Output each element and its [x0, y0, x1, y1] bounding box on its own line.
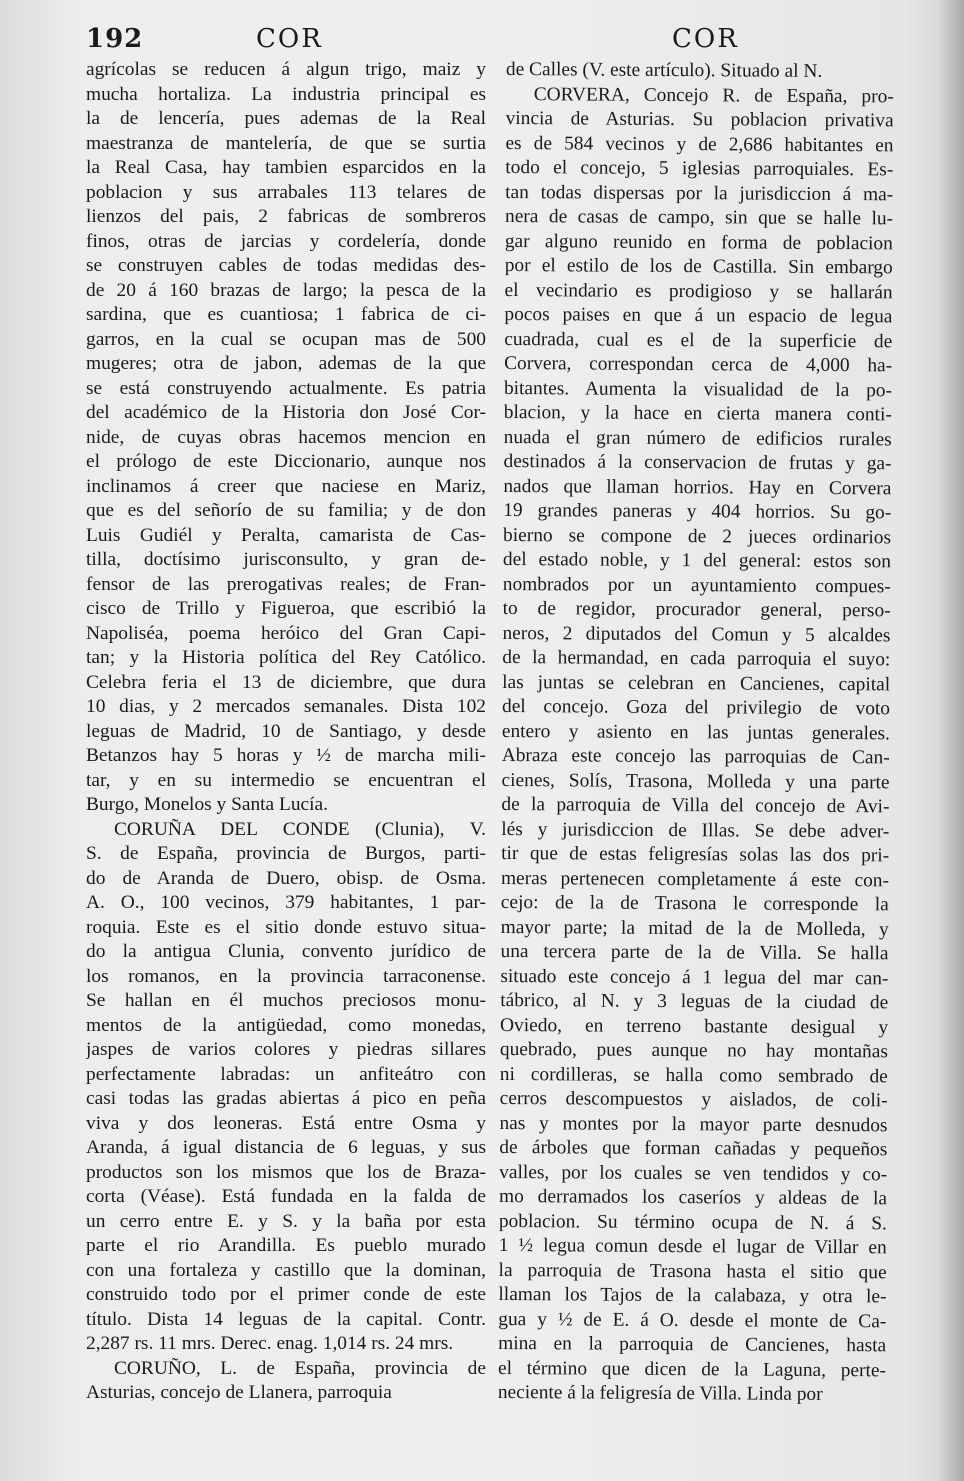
text-line: la de lencería, pues ademas de la Real — [86, 108, 486, 129]
text-line: de la hermandad, en cada parroquia el suyo: — [502, 646, 891, 671]
text-line: mo derramados los caseríos y aldeas de la — [498, 1185, 888, 1210]
text-line: la parroquia de Trasona hasta el sitio que — [498, 1259, 887, 1283]
left-column — [86, 58, 486, 1406]
text-line: con una fortaleza y castillo que la dominan, — [86, 1259, 486, 1281]
text-line: mentos de la antigüedad, como monedas, — [86, 1014, 486, 1036]
text-line: cejo: de la de Trasona le corresponde la — [500, 891, 889, 916]
text-line: Oviedo, en terreno bastante desigual y — [500, 1014, 889, 1038]
text-line: nados que llaman horrios. Hay en Corvera — [503, 475, 892, 499]
text-line: la Real Casa, hay tambien esparcidos en la — [86, 157, 486, 178]
text-line: que es del señorío de su familia; y de don — [86, 500, 486, 521]
text-line: finos, otras de jarcias y cordelería, donde — [86, 230, 486, 252]
text-line: neros, 2 diputados del Comun y 5 alcaldes — [502, 622, 891, 646]
text-line: quebrado, pues aunque no hay montañas — [499, 1038, 889, 1063]
text-line: corta (Véase). Está fundada en la falda de — [86, 1186, 486, 1207]
text-line: de Calles (V. este artículo). Situado al N. — [505, 58, 823, 82]
text-line: garros, en la cual se ocupan mas de 500 — [86, 328, 486, 350]
text-line: tir que de estas feligresías solas las dos pri- — [501, 842, 890, 867]
text-line: Corvera, correspondan cerca de 4,000 ha- — [504, 352, 893, 377]
text-line: tar, y en su intermedio se encuentran el — [86, 769, 486, 791]
text-line: mugeres; otra de jabon, ademas de la que — [86, 353, 486, 374]
text-line: parte el rio Arandilla. Es pueblo murado — [86, 1235, 486, 1256]
text-line: entero y asiento en las juntas generales. — [501, 720, 890, 744]
text-line: Aranda, á igual distancia de 6 leguas, y sus — [86, 1137, 486, 1158]
text-line: 1 ½ legua comun desde el lugar de Villar en — [498, 1234, 887, 1259]
running-head-left: COR — [256, 24, 323, 54]
text-line: nuada el gran número de edificios rurales — [503, 426, 892, 450]
text-line: de 20 á 160 brazas de largo; la pesca de la — [86, 279, 486, 301]
text-line: nera de casas de campo, sin que se halle lu- — [504, 205, 894, 230]
text-line: cerros descompuestos y aislados, de coli- — [499, 1087, 888, 1112]
text-line: do de Aranda de Duero, obisp. de Osma. — [86, 867, 486, 889]
text-line: lés y jurisdiccion de Illas. Se debe adver- — [501, 818, 890, 842]
text-line: perfectamente labradas: un anfiteátro con — [86, 1063, 486, 1085]
text-line: inclinamos á creer que naciese en Mariz, — [86, 475, 486, 497]
text-line: casi todas las gradas abiertas á pico en peña — [86, 1088, 486, 1109]
text-line: blacion, y la hace en cierta manera conti- — [503, 401, 892, 426]
text-line: es de 584 vecinos y de 2,686 habitantes en — [505, 132, 894, 156]
text-line: maestranza de mantelería, de que se surtia — [86, 132, 486, 154]
text-line: mucha hortaliza. La industria principal es — [86, 83, 486, 105]
text-line: viva y dos leoneras. Está entre Osma y — [86, 1112, 486, 1134]
text-line: título. Dista 14 leguas de la capital. Contr. — [86, 1308, 486, 1330]
text-line: cisco de Trillo y Figueroa, que escribió la — [86, 598, 486, 619]
text-line: se está construyendo actualmente. Es patria — [86, 377, 486, 399]
text-line: del concejo. Goza del privilegio de voto — [501, 695, 891, 720]
text-line: nide, de cuyas obras hacemos mencion en — [86, 426, 486, 448]
right-column — [498, 58, 894, 1408]
text-line: S. de España, provincia de Burgos, parti- — [86, 843, 486, 864]
text-line: bitantes. Aumenta la visualidad de la po- — [503, 377, 893, 401]
text-line: 10 dias, y 2 mercados semanales. Dista 102 — [86, 696, 486, 717]
text-line: nas y montes por la mayor parte desnudos — [499, 1112, 888, 1136]
text-line: vincia de Asturias. Su poblacion privativa — [505, 107, 894, 132]
text-line: neciente á la feligresía de Villa. Linda por — [497, 1381, 823, 1405]
text-line: valles, por los cuales se ven tendidos y co- — [499, 1161, 888, 1185]
text-line: gar alguno reunido en forma de poblacion — [504, 230, 893, 254]
text-line: Celebra feria el 13 de diciembre, que dura — [86, 671, 486, 693]
page-number: 192 — [86, 24, 144, 54]
text-line: CORUÑO, L. de España, provincia de — [114, 1357, 486, 1379]
text-line: nombrados por un ayuntamiento compues- — [502, 573, 891, 597]
text-line: tábrico, al N. y 3 leguas de la ciudad de — [500, 989, 889, 1014]
text-line: un cerro entre E. y S. y la baña por esta — [86, 1210, 486, 1232]
text-line: Luis Gudiél y Peralta, camarista de Cas- — [86, 524, 486, 546]
text-line: destinados á la conservacion de frutas y ga- — [503, 450, 892, 475]
text-line: productos son los mismos que los de Braza- — [86, 1161, 486, 1183]
text-line: poblacion y sus arrabales 113 telares de — [86, 181, 486, 203]
text-line: situado este concejo á 1 legua del mar can- — [500, 965, 889, 989]
text-line: mayor parte; la mitad de la de Molleda, y — [500, 916, 889, 940]
text-line: bierno se compone de 2 jueces ordinarios — [503, 524, 892, 548]
text-line: 2,287 rs. 11 mrs. Derec. enag. 1,014 rs. 24 mrs. — [86, 1333, 454, 1354]
text-line: mina en la parroquia de Cancienes, hasta — [498, 1332, 887, 1357]
text-line: de la parroquia de Villa del concejo de Avi- — [501, 793, 890, 818]
text-line: llaman los Tajos de la calabaza, y otra le- — [498, 1283, 887, 1308]
running-head-right: COR — [672, 24, 739, 54]
text-line: de árboles que forman cañadas y pequeños — [499, 1136, 888, 1161]
text-line: to de regidor, procurador general, perso- — [502, 597, 891, 622]
text-line: una tercera parte de la de Villa. Se halla — [500, 940, 889, 965]
text-line: 19 grandes paneras y 404 horrios. Su go- — [503, 499, 892, 524]
text-line: Abraza este concejo las parroquias de Can- — [501, 744, 890, 769]
text-line: Betanzos hay 5 horas y ½ de marcha mili- — [86, 745, 486, 766]
text-line: tan; y la Historia política del Rey Católico. — [86, 647, 486, 668]
text-line: se construyen cables de todas medidas des- — [86, 255, 486, 276]
text-line: construido todo por el primer conde de este — [86, 1284, 486, 1305]
text-line: A. O., 100 vecinos, 379 habitantes, 1 par- — [86, 892, 486, 913]
text-line: cuadrada, cual es el de la superficie de — [504, 328, 893, 352]
text-line: agrícolas se reducen á algun trigo, maiz y — [86, 59, 486, 80]
text-line: el término que dicen de la Laguna, perte- — [497, 1357, 887, 1381]
binding-shadow — [938, 0, 964, 1481]
text-line: Asturias, concejo de Llanera, parroquia — [86, 1382, 392, 1403]
text-line: pocos paises en que á un espacio de legua — [504, 303, 893, 328]
text-line: tilla, doctísimo jurisconsulto, y gran de- — [86, 549, 486, 570]
text-line: CORVERA, Concejo R. de España, pro- — [533, 83, 894, 107]
text-line: del estado noble, y 1 del general: estos son — [502, 548, 891, 573]
text-line: CORUÑA DEL CONDE (Clunia), V. — [114, 818, 486, 840]
text-line: por el estilo de los de Castilla. Sin embargo — [504, 254, 893, 279]
text-line: Napoliséa, poema heróico del Gran Capi- — [86, 622, 486, 644]
text-line: meras pertenecen completamente á este con- — [500, 867, 890, 891]
text-line: tan todas dispersas por la jurisdiccion á ma- — [505, 181, 894, 205]
text-line: cienes, Solís, Trasona, Molleda y una parte — [501, 769, 890, 793]
text-line: lienzos del pais, 2 fabricas de sombreros — [86, 206, 486, 227]
text-line: todo el concejo, 5 iglesias parroquiales. Es- — [505, 156, 894, 181]
text-line: fensor de las prerogativas reales; de Fran- — [86, 573, 486, 595]
text-line: jaspes de varios colores y piedras sillares — [86, 1039, 486, 1060]
text-line: sardina, que es cuantiosa; 1 fabrica de ci- — [86, 304, 486, 325]
text-line: poblacion. Su término ocupa de N. á S. — [498, 1210, 887, 1234]
text-line: los romanos, en la provincia tarraconense. — [86, 965, 486, 987]
text-line: roquia. Este es el sitio donde estuvo situa- — [86, 916, 486, 938]
text-line: Se hallan en él muchos preciosos monu- — [86, 990, 486, 1011]
text-line: ni cordilleras, se halla como sembrado de — [499, 1063, 888, 1087]
text-line: del académico de la Historia don José Cor- — [86, 402, 486, 423]
text-line: el prólogo de este Diccionario, aunque nos — [86, 451, 486, 472]
text-line: las juntas se celebran en Cancienes, capital — [502, 671, 891, 695]
text-line: do la antigua Clunia, convento jurídico de — [86, 941, 486, 962]
text-line: leguas de Madrid, 10 de Santiago, y desde — [86, 720, 486, 742]
text-line: gua y ½ de E. á O. desde el monte de Ca- — [498, 1308, 887, 1332]
text-line: el vecindario es prodigioso y se hallarán — [504, 279, 893, 303]
text-line: Burgo, Monelos y Santa Lucía. — [86, 794, 328, 815]
